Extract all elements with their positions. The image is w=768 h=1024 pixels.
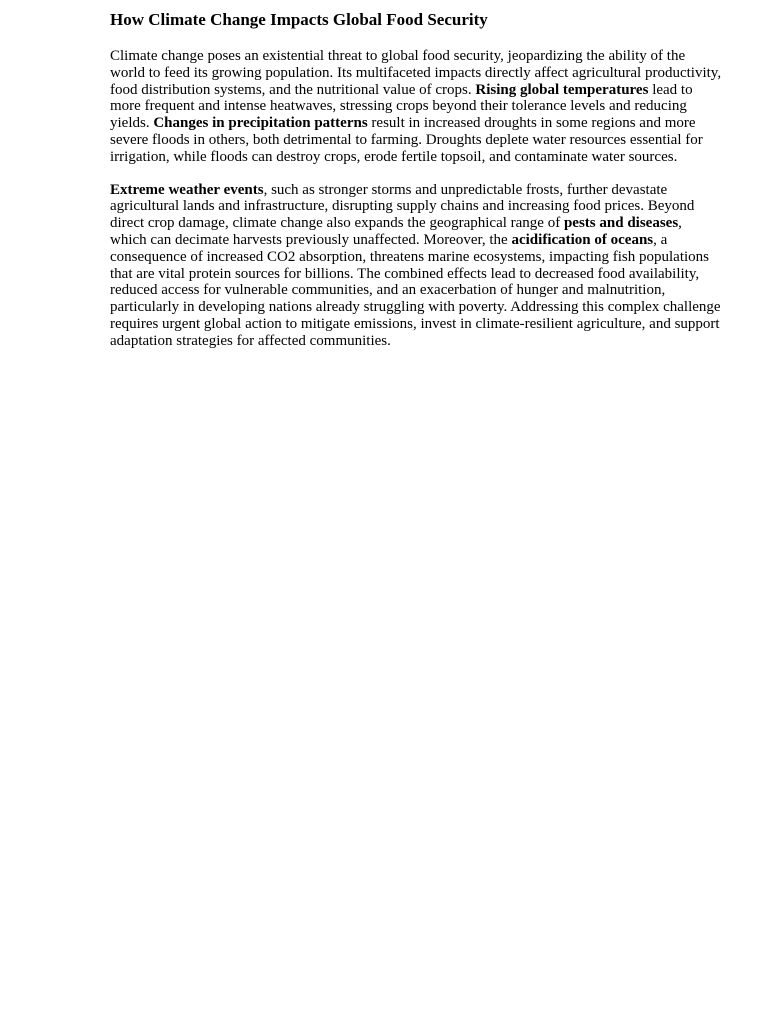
bold-term-pests-and-diseases: pests and diseases	[563, 215, 679, 232]
paragraph-text: , a consequence of increased CO2 absorption, threatens marine ecosystems, impacting fish populations that are vital protein sources for billions. The combined effects lead to decreased food availability, reduced access for vulnerable communities, and an exacerbation of hunger and malnutrition, particularly in developing nations already struggling with poverty. Addressing this complex challenge requires urgent global action to mitigate emissions, invest in climate-resilient agriculture, and support adaptation strategies for affected communities.	[110, 231, 721, 349]
paragraph-text: lead to more frequent and intense heatwaves, stressing crops beyond their tolerance levels and reducing yields.	[110, 81, 693, 132]
paragraph-text: , such as stronger storms and unpredictable frosts, further devastate agricultural lands and infrastructure, disrupting supply chains and increasing food prices. Beyond direct crop damage, climate change also expands the geographical range of	[110, 181, 695, 232]
paragraph-text: , which can decimate harvests previously unaffected. Moreover, the	[110, 215, 682, 248]
paragraph-text: result in increased droughts in some regions and more severe floods in others, both detrimental to farming. Droughts deplete water resources essential for irrigation, while floods can destroy crops, erode fertile topsoil, and contaminate water sources.	[110, 115, 703, 165]
bold-term-rising-global-temperatures: Rising global temperatures	[475, 81, 649, 98]
document-page	[110, 8, 722, 366]
bold-term-acidification-of-oceans: acidification of oceans	[511, 231, 654, 248]
bold-term-changes-in-precipitation-patterns: Changes in precipitation patterns	[153, 115, 368, 132]
paragraph-1	[110, 48, 722, 166]
document-title: How Climate Change Impacts Global Food Security	[110, 10, 488, 29]
paragraph-text: Climate change poses an existential threat to global food security, jeopardizing the ability of the world to feed its growing population. Its multifaceted impacts directly affect agricultural productivity, food distribution systems, and the nutritional value of crops.	[110, 48, 722, 98]
paragraph-2	[110, 182, 722, 350]
bold-term-extreme-weather-events: Extreme weather events	[110, 181, 264, 198]
